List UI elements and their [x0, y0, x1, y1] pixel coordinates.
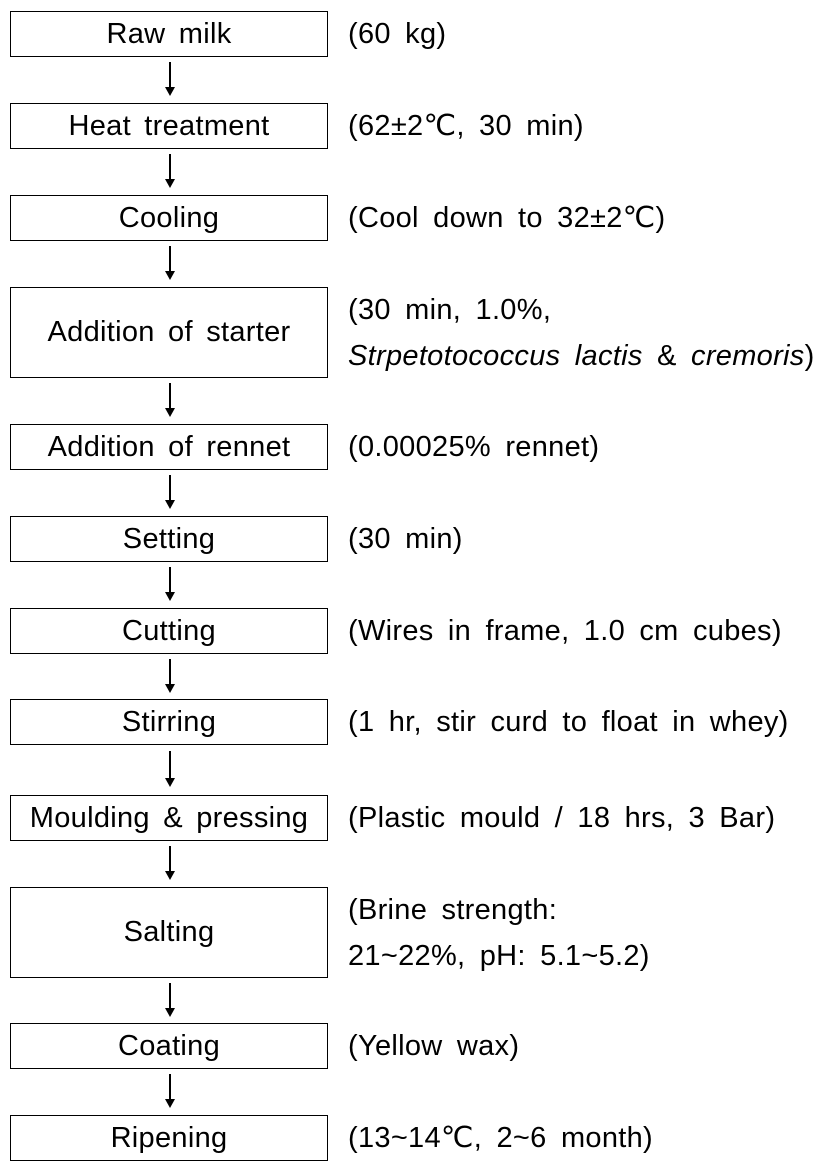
note-text: 21~22%, pH: 5.1~5.2): [348, 940, 650, 972]
step-stirring: [10, 699, 328, 745]
step-label: Coating: [117, 1029, 221, 1062]
step-cooling: [10, 195, 328, 241]
note-stirring: [348, 699, 789, 745]
note-text: (Yellow wax): [348, 1030, 520, 1062]
note-setting: [348, 516, 463, 562]
step-setting: [10, 516, 328, 562]
note-salting: [348, 887, 650, 979]
note-addition-of-rennet: [348, 424, 599, 470]
step-salting: [10, 887, 328, 978]
note-cutting: [348, 608, 782, 654]
step-addition-of-rennet: [10, 424, 328, 470]
note-moulding-pressing: [348, 795, 775, 841]
note-coating: [348, 1023, 519, 1069]
step-label: Salting: [123, 916, 215, 948]
step-heat-treatment: [10, 103, 328, 149]
note-text: (30 min, 1.0%,: [348, 294, 552, 326]
note-text: (1 hr, stir curd to float in whey): [348, 706, 789, 738]
step-coating: [10, 1023, 328, 1069]
note-text: (62±2℃, 30 min): [348, 110, 584, 142]
step-label: Addition of rennet: [47, 430, 291, 463]
note-text: (Plastic mould / 18 hrs, 3 Bar): [348, 802, 776, 834]
note-heat-treatment: [348, 103, 584, 149]
note-addition-of-starter: [348, 287, 815, 379]
step-label: Moulding & pressing: [29, 801, 309, 834]
note-text: (Cool down to 32±2℃): [348, 202, 666, 234]
note-ripening: [348, 1115, 653, 1161]
step-ripening: [10, 1115, 328, 1161]
note-text: (30 min): [348, 523, 463, 555]
step-raw-milk: [10, 11, 328, 57]
note-text: (60 kg): [348, 18, 447, 50]
organism-name: Strpetotococcus lactis: [348, 340, 643, 372]
note-text-organisms: [348, 333, 815, 379]
note-raw-milk: [348, 11, 446, 57]
note-joiner: &: [642, 340, 692, 372]
step-label: Cutting: [122, 614, 216, 647]
note-text: (13~14℃, 2~6 month): [348, 1122, 653, 1154]
step-label: Cooling: [118, 201, 220, 234]
step-label: Ripening: [110, 1121, 228, 1154]
step-label: Heat treatment: [68, 109, 270, 142]
step-label: Setting: [122, 522, 216, 555]
note-text: (Wires in frame, 1.0 cm cubes): [348, 615, 782, 647]
note-cooling: [348, 195, 666, 241]
note-closing: ): [804, 340, 815, 372]
step-cutting: [10, 608, 328, 654]
step-label: Stirring: [121, 705, 217, 738]
note-text: (Brine strength:: [348, 894, 558, 926]
step-addition-of-starter: [10, 287, 328, 378]
organism-name: cremoris: [691, 340, 805, 372]
step-label: Addition of starter: [47, 316, 291, 348]
note-text: (0.00025% rennet): [348, 431, 600, 463]
step-moulding-pressing: [10, 795, 328, 841]
step-label: Raw milk: [106, 17, 232, 50]
